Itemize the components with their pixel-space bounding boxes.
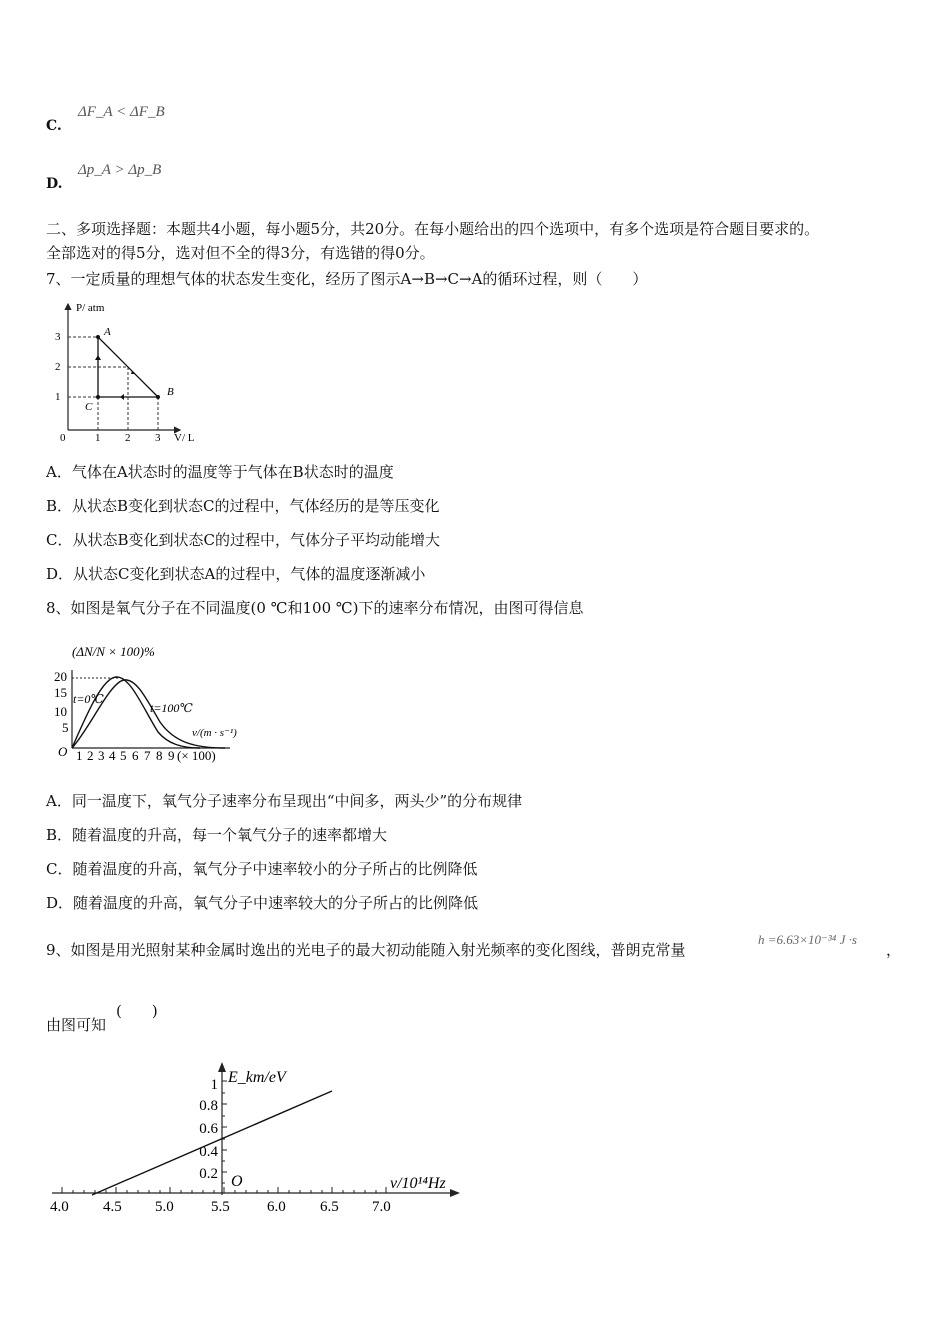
q8-curve-0c-label: t=0℃ [73, 692, 104, 706]
q9-y-tick: 0.6 [199, 1121, 218, 1137]
q9-x-tick: 4.0 [50, 1199, 69, 1215]
q7-stem: 7、一定质量的理想气体的状态发生变化，经历了图示A→B→C→A的循环过程，则（ ） [46, 270, 648, 288]
q8-x-tick: 6 [132, 748, 139, 763]
q8-x-tick: 4 [109, 748, 116, 763]
q8-option-a: A．同一温度下，氧气分子速率分布呈现出“中间多，两头少”的分布规律 [46, 792, 523, 810]
q8-x-tick: 8 [156, 748, 163, 763]
option-c-formula [78, 104, 165, 121]
section-heading-line1: 二、多项选择题：本题共4小题，每小题5分，共20分。在每小题给出的四个选项中，有多个选项是符合题目要求的。 [46, 220, 820, 238]
q9-x-tick: 4.5 [103, 1199, 122, 1215]
q9-origin: O [231, 1173, 243, 1190]
q8-stem: 8、如图是氧气分子在不同温度(0 ℃和100 ℃)下的速率分布情况，由图可得信息 [46, 599, 584, 617]
q9-y-axis-label: E_km/eV [228, 1069, 286, 1086]
q7-option-c: C．从状态B变化到状态C的过程中，气体分子平均动能增大 [46, 531, 440, 549]
q9-answer-paren: ( ) [116, 1002, 158, 1020]
option-c-prev [46, 104, 246, 134]
q8-x-tick: 3 [98, 748, 105, 763]
q8-x-tick: 2 [87, 748, 94, 763]
q9-y-tick: 0.8 [199, 1098, 218, 1114]
q9-y-arrow [218, 1062, 226, 1072]
section-heading-line2: 全部选对的得5分，选对但不全的得3分，有选错的得0分。 [46, 244, 435, 262]
q9-ek-graph [40, 1060, 470, 1225]
q9-x-minor-ticks [62, 1187, 386, 1193]
q7-label-b: B [167, 386, 174, 398]
option-d-formula [78, 162, 161, 179]
q7-point-a [96, 335, 100, 339]
q7-x-tick: 1 [95, 432, 101, 444]
q7-y-tick: 3 [55, 331, 61, 343]
q7-label-a: A [104, 326, 111, 338]
q8-x-tick: 1 [76, 748, 83, 763]
formula-text: Δp_A > Δp_B [78, 162, 162, 178]
q7-y-tick: 2 [55, 361, 61, 373]
q9-x-tick: 5.0 [155, 1199, 174, 1215]
q9-y-tick: 0.2 [199, 1166, 218, 1182]
q9-planck-constant: h =6.63×10⁻³⁴ J ·s [758, 932, 857, 947]
q8-x-ticks [76, 748, 216, 763]
q7-option-d: D．从状态C变化到状态A的过程中，气体的温度逐渐减小 [46, 565, 426, 583]
q7-arrow-ca [95, 355, 101, 360]
q7-arrow-bc [120, 394, 124, 400]
q7-x-tick: 0 [60, 432, 66, 444]
q9-x-tick: 6.5 [320, 1199, 339, 1215]
q8-option-c: C．随着温度的升高，氧气分子中速率较小的分子所占的比例降低 [46, 860, 478, 878]
q7-label-c: C [85, 401, 93, 413]
q7-option-a: A．气体在A状态时的温度等于气体在B状态时的温度 [46, 463, 394, 481]
q7-point-b [156, 395, 160, 399]
formula-text: ΔF_A < ΔF_B [78, 104, 165, 120]
q8-distribution-graph [50, 636, 265, 766]
q9-x-axis-label: ν/10¹⁴Hz [390, 1175, 446, 1192]
q8-v-label: v/(m · s⁻¹) [192, 727, 237, 739]
option-d-prev [46, 162, 246, 192]
q8-curve-100c-label: t=100℃ [150, 701, 193, 715]
q8-y-tick: 20 [54, 669, 67, 684]
q8-option-d: D．随着温度的升高，氧气分子中速率较大的分子所占的比例降低 [46, 894, 479, 912]
q8-y-axis-label: (ΔN/N × 100)% [72, 644, 155, 659]
q8-x-tick: 5 [120, 748, 127, 763]
q7-x-tick: 2 [125, 432, 131, 444]
q9-x-ticks [50, 1199, 391, 1215]
q9-x-arrow [450, 1189, 460, 1197]
q7-y-tick: 1 [55, 391, 61, 403]
q9-y-minor-ticks [222, 1081, 227, 1183]
q8-option-b: B．随着温度的升高，每一个氧气分子的速率都增大 [46, 826, 388, 844]
q7-x-tick: 3 [155, 432, 161, 444]
q7-y-axis-label: P/ atm [76, 302, 105, 314]
option-d-label: D. [46, 176, 63, 192]
q9-y-tick: 1 [210, 1077, 218, 1093]
q7-y-ticks [55, 331, 61, 403]
q7-option-b: B．从状态B变化到状态C的过程中，气体经历的是等压变化 [46, 497, 440, 515]
q8-y-ticks [54, 669, 69, 735]
q7-point-c [96, 395, 100, 399]
q8-origin: O [58, 744, 68, 759]
q7-x-axis-label: V/ L [174, 432, 195, 444]
q9-x-tick: 6.0 [267, 1199, 286, 1215]
q7-pv-graph [52, 298, 212, 448]
q8-y-tick: 15 [54, 685, 67, 700]
q9-y-tick: 0.4 [199, 1144, 218, 1160]
q9-x-tick: 5.5 [211, 1199, 230, 1215]
q8-x-tick: 9 [168, 748, 175, 763]
q7-x-ticks [60, 432, 161, 444]
q9-x-tick: 7.0 [372, 1199, 391, 1215]
q8-y-tick: 10 [54, 704, 67, 719]
q9-comma: ， [886, 941, 902, 959]
q8-x-unit: (× 100) [177, 748, 216, 763]
q8-y-tick: 5 [62, 720, 69, 735]
q9-stem: 9、如图是用光照射某种金属时逸出的光电子的最大初动能随入射光频率的变化图线，普朗克常量 [46, 941, 686, 959]
q9-stem-continued: 由图可知 [46, 1016, 107, 1034]
q8-x-tick: 7 [144, 748, 151, 763]
q9-y-ticks [199, 1077, 218, 1182]
option-c-label: C. [46, 118, 62, 134]
